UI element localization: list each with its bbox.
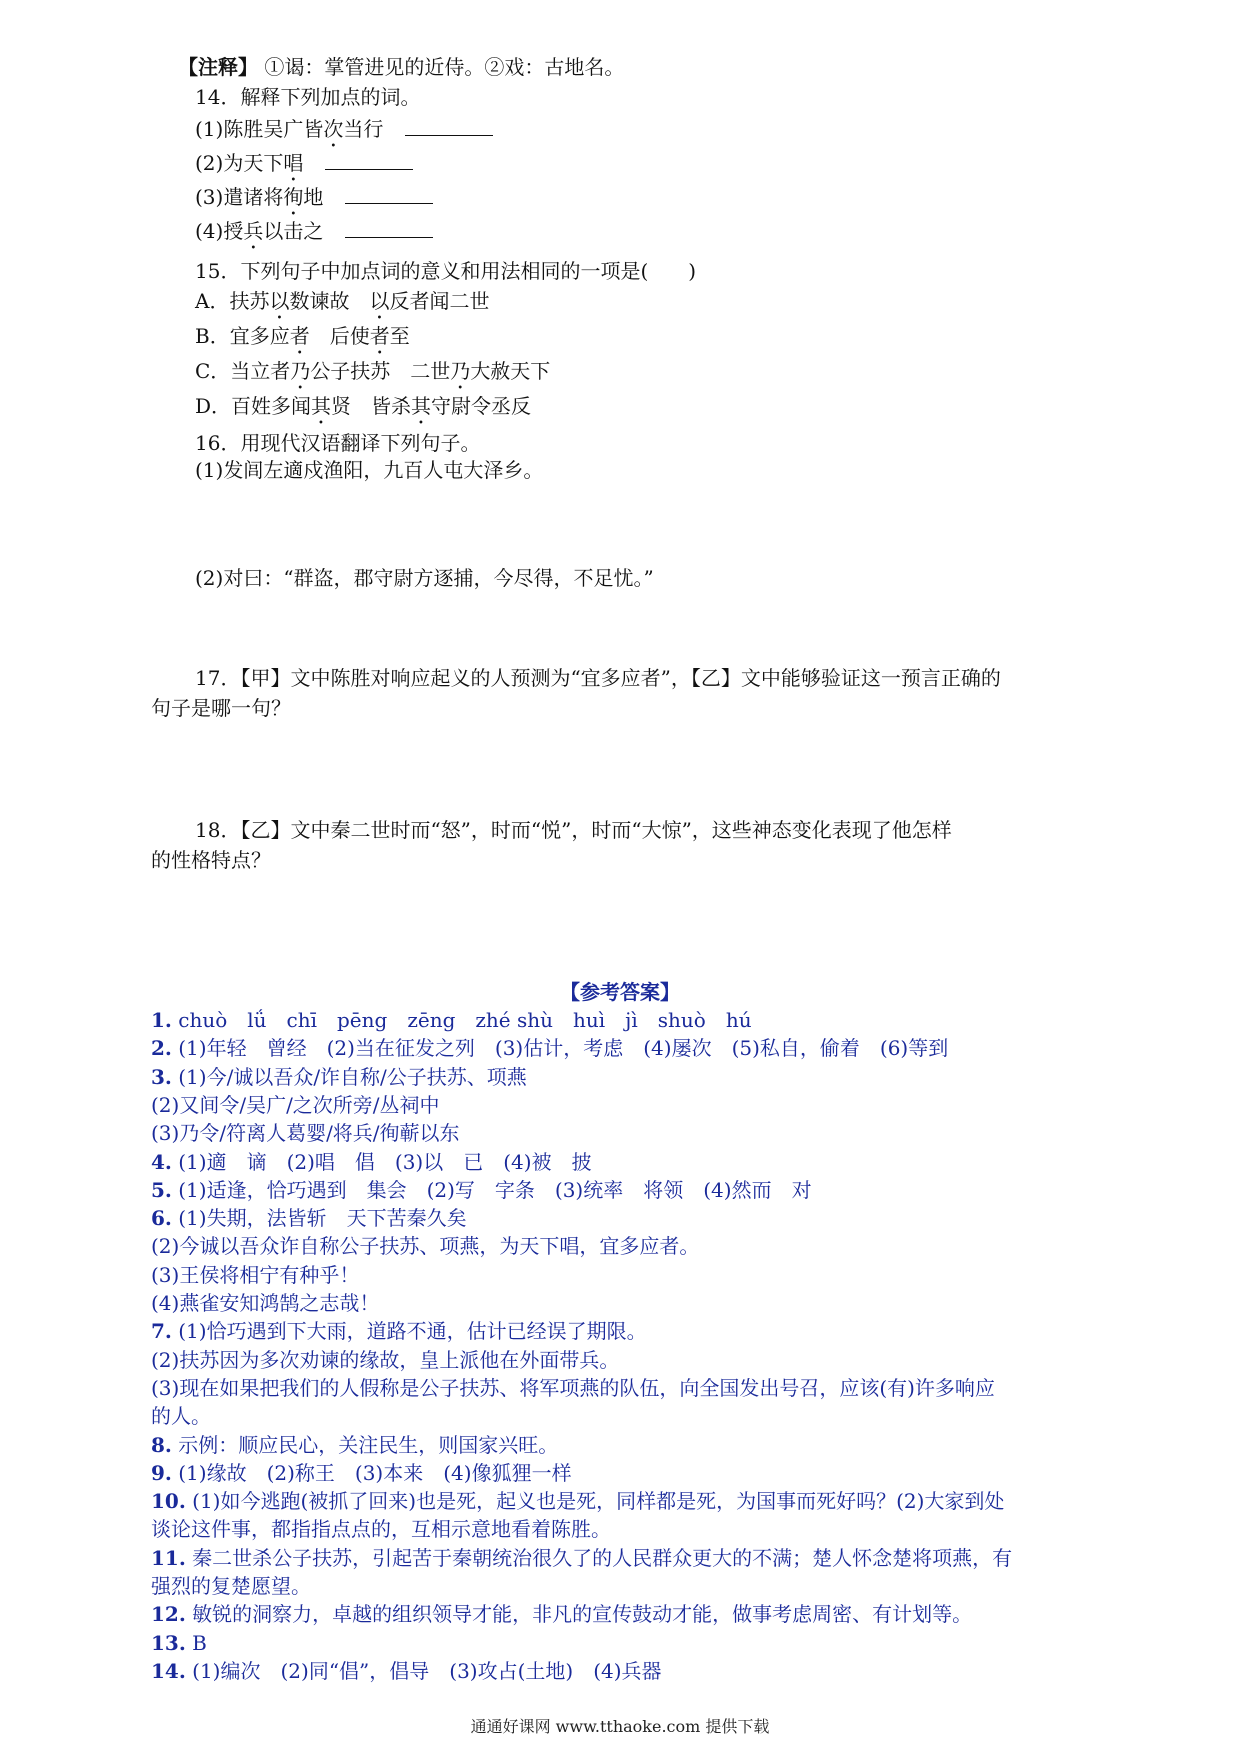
answer-blank[interactable] <box>345 185 433 204</box>
answer-text: chuò lǘ chī pēng zēng zhé shù huì jì shuò hú <box>171 1008 752 1032</box>
answer-blank[interactable] <box>345 219 433 238</box>
answer-text: 秦二世杀公子扶苏，引起苦于秦朝统治很久了的人民群众更大的不满；楚人怀念楚将项燕，有 <box>185 1546 1013 1570</box>
dotted-word: 其 <box>411 394 432 418</box>
note-line <box>178 52 624 82</box>
answer-line <box>151 1231 699 1261</box>
dotted-word: 唱 <box>283 151 304 175</box>
answer-line <box>151 1288 379 1318</box>
dotted-word: 兵 <box>243 219 264 243</box>
answer-text: (1)编次 (2)同“倡”，倡导 (3)攻占(土地) (4)兵器 <box>185 1659 662 1683</box>
q15-option-a: A．扶苏以数谏故 以反者闻二世 <box>195 289 490 313</box>
note-label: 【注释】 <box>178 55 258 79</box>
question-17-line-1: 17．【甲】文中陈胜对响应起义的人预测为“宜多应者”，【乙】文中能够验证这一预言正确的 <box>195 666 1001 690</box>
answer-line <box>151 1316 647 1346</box>
answer-text: (2)扶苏因为多次劝谏的缘故，皇上派他在外面带兵。 <box>151 1348 620 1372</box>
q14-item-4: (4)授兵以击之 <box>195 216 433 254</box>
answer-line <box>151 1401 211 1431</box>
answer-line <box>151 1062 527 1092</box>
answer-text: B <box>185 1631 207 1655</box>
answer-number: 5. <box>151 1178 172 1202</box>
answer-text: 强烈的复楚愿望。 <box>151 1574 311 1598</box>
q15-option-b: B．宜多应者 后使者至 <box>195 324 410 348</box>
answer-number: 12. <box>151 1602 186 1626</box>
answer-number: 3. <box>151 1065 172 1089</box>
answer-line <box>151 1458 572 1488</box>
answer-number: 10. <box>151 1489 186 1513</box>
answer-text: (1)失期，法皆斩 天下苦秦久矣 <box>171 1206 467 1230</box>
answer-number: 6. <box>151 1206 172 1230</box>
answer-text: (1)年轻 曾经 (2)当在征发之列 (3)估计，考虑 (4)屡次 (5)私自，偷着 (6)等到 <box>171 1036 949 1060</box>
answer-text: (2)又间令/吴广/之次所旁/丛祠中 <box>151 1093 440 1117</box>
question-18-line-1: 18．【乙】文中秦二世时而“怒”，时而“悦”，时而“大惊”，这些神态变化表现了他怎样 <box>195 818 952 842</box>
answer-text: 的人。 <box>151 1404 211 1428</box>
answer-number: 9. <box>151 1461 172 1485</box>
answer-number: 1. <box>151 1008 172 1032</box>
answer-line <box>151 1033 948 1063</box>
dotted-word: 乃 <box>450 359 471 383</box>
question-18-line-2: 的性格特点？ <box>151 848 271 872</box>
answer-line <box>151 1147 592 1177</box>
answer-text: 谈论这件事，都指指点点的，互相示意地看着陈胜。 <box>151 1517 611 1541</box>
answer-number: 7. <box>151 1319 172 1343</box>
dotted-word: 乃 <box>290 359 311 383</box>
answer-line <box>151 1090 440 1120</box>
answer-blank[interactable] <box>405 117 493 136</box>
answer-text: (1)今/诚以吾众/诈自称/公子扶苏、项燕 <box>171 1065 527 1089</box>
answer-text: (1)適 谪 (2)唱 倡 (3)以 已 (4)被 披 <box>171 1150 592 1174</box>
answer-text: (4)燕雀安知鸿鹄之志哉！ <box>151 1291 380 1315</box>
answer-line <box>151 1175 812 1205</box>
q16-sentence-2: (2)对曰：“群盗，郡守尉方逐捕，今尽得，不足忧。” <box>195 566 654 590</box>
answer-number: 13. <box>151 1631 186 1655</box>
question-15-title: 15．下列句子中加点词的意义和用法相同的一项是( ) <box>195 259 697 283</box>
q15-option-d: D．百姓多闻其贤 皆杀其守尉令丞反 <box>195 394 532 418</box>
answers-title: 【参考答案】 <box>560 980 680 1004</box>
dotted-word: 以 <box>369 289 390 313</box>
dotted-word: 者 <box>369 324 390 348</box>
answer-text: (3)王侯将相宁有种乎！ <box>151 1263 360 1287</box>
question-17-line-2: 句子是哪一句？ <box>151 696 291 720</box>
answer-line <box>151 1373 995 1403</box>
answer-number: 14. <box>151 1659 186 1683</box>
answer-text: 示例：顺应民心，关注民生，则国家兴旺。 <box>171 1433 559 1457</box>
answer-number: 8. <box>151 1433 172 1457</box>
answer-line <box>151 1260 359 1290</box>
question-14-title: 14．解释下列加点的词。 <box>195 85 421 109</box>
answer-line <box>151 1656 662 1686</box>
q15-option-c: C．当立者乃公子扶苏 二世乃大赦天下 <box>195 359 551 383</box>
answer-line <box>151 1514 611 1544</box>
answer-text: (1)恰巧遇到下大雨，道路不通，估计已经误了期限。 <box>171 1319 647 1343</box>
dotted-word: 徇 <box>283 185 304 209</box>
dotted-word: 次 <box>323 117 344 141</box>
answer-number: 2. <box>151 1036 172 1060</box>
q14-item-1: (1)陈胜吴广皆次当行 <box>195 114 493 152</box>
q14-item-2: (2)为天下唱 <box>195 148 413 186</box>
answer-line <box>151 1628 207 1658</box>
footer-credit: 通通好课网 www.tthaoke.com 提供下载 <box>470 1717 770 1736</box>
note-text: ①谒：掌管进见的近侍。②戏：古地名。 <box>258 55 625 79</box>
dotted-word: 其 <box>311 394 332 418</box>
answer-line <box>151 1571 311 1601</box>
answer-text: (1)适逢，恰巧遇到 集会 (2)写 字条 (3)统率 将领 (4)然而 对 <box>171 1178 812 1202</box>
answer-text: (3)现在如果把我们的人假称是公子扶苏、将军项燕的队伍，向全国发出号召，应该(有)许多响应 <box>151 1376 995 1400</box>
answer-text: (1)如今逃跑(被抓了回来)也是死，起义也是死，同样都是死，为国事而死好吗？(2)大家到处 <box>185 1489 1005 1513</box>
answer-text: (3)乃令/符离人葛婴/将兵/徇蕲以东 <box>151 1121 460 1145</box>
answer-line <box>151 1118 460 1148</box>
answer-number: 4. <box>151 1150 172 1174</box>
answer-line <box>151 1486 1004 1516</box>
answer-blank[interactable] <box>325 151 413 170</box>
answer-text: 敏锐的洞察力，卓越的组织领导才能，非凡的宣传鼓动才能，做事考虑周密、有计划等。 <box>185 1602 973 1626</box>
answer-line <box>151 1543 1012 1573</box>
dotted-word: 以 <box>269 289 290 313</box>
answer-line <box>151 1005 752 1035</box>
dotted-word: 者 <box>289 324 310 348</box>
answer-line <box>151 1430 558 1460</box>
answer-number: 11. <box>151 1546 186 1570</box>
question-16-title: 16．用现代汉语翻译下列句子。 <box>195 431 481 455</box>
answer-line <box>151 1203 467 1233</box>
answer-text: (2)今诚以吾众诈自称公子扶苏、项燕，为天下唱，宜多应者。 <box>151 1234 700 1258</box>
answer-line <box>151 1345 619 1375</box>
answer-text: (1)缘故 (2)称王 (3)本来 (4)像狐狸一样 <box>171 1461 572 1485</box>
q16-sentence-1: (1)发闾左適戍渔阳，九百人屯大泽乡。 <box>195 458 544 482</box>
answer-line <box>151 1599 972 1629</box>
q14-item-3: (3)遣诸将徇地 <box>195 182 433 220</box>
